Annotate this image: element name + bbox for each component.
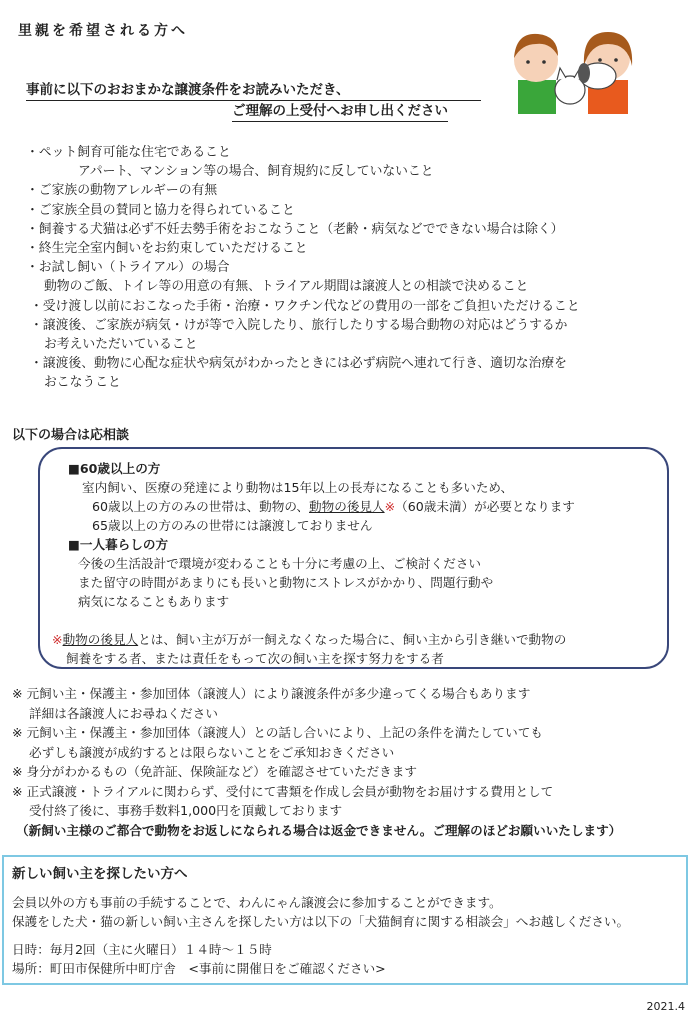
guardian-text: 飼養をする者、または責任をもって次の飼い主を探す努力をする者 [66, 651, 444, 666]
condition-item: ・譲渡後、動物に心配な症状や病気がわかったときには必ず病院へ連れて行き、適切な治療を [30, 356, 567, 372]
condition-item: ・受け渡し以前におこなった手術・治療・ワクチン代などの費用の一部をご負担いただけること [30, 298, 580, 314]
senior-text: 室内飼い、医療の発達により動物は15年以上の長寿になることも多いため、 [82, 480, 514, 495]
condition-item: ・ご家族の動物アレルギーの有無 [26, 183, 218, 199]
footnote-mark: ※ [52, 632, 63, 647]
new-owner-line: 保護をした犬・猫の新しい飼い主さんを探したい方は以下の「犬猫飼育に関する相談会」へお越しください。 [12, 913, 630, 929]
guardian-term: 動物の後見人 [62, 632, 139, 647]
single-heading: ■一人暮らしの方 [68, 537, 169, 552]
senior-text-part: （60歳未満）が必要となります [395, 499, 575, 514]
event-date: 日時：毎月2回（主に火曜日）１４時～１５時 [12, 942, 272, 957]
adoption-conditions-list [26, 143, 666, 393]
footnote-mark: ※ [384, 499, 396, 514]
page-title: 里親を希望される方へ [18, 23, 188, 39]
single-text: 病気になることもあります [78, 594, 230, 609]
guardian-link-text: 動物の後見人 [309, 499, 385, 514]
single-text: また留守の時間があまりにも長いと動物にストレスがかかり、問題行動や [78, 575, 494, 590]
note-item: ※ 元飼い主・保護主・参加団体（譲渡人）により譲渡条件が多少違ってくる場合もあります [12, 686, 531, 701]
condition-item: ・お試し飼い（トライアル）の場合 [26, 260, 230, 276]
condition-item: 動物のご飯、トイレ等の用意の有無、トライアル期間は譲渡人との相談で決めること [44, 279, 529, 295]
condition-item: ・譲渡後、ご家族が病気・けが等で入院したり、旅行したりする場合動物の対応はどうするか [30, 317, 568, 333]
document-date: 2021.4 [646, 1000, 685, 1013]
senior-text: 65歳以上の方のみの世帯には譲渡しておりません [92, 518, 373, 533]
consult-content [52, 459, 658, 668]
single-text: 今後の生活設計で環境が変わることも十分に考慮の上、ご検討ください [78, 556, 481, 571]
condition-item: おこなうこと [44, 375, 121, 391]
note-item: 必ずしも譲渡が成約するとは限らないことをご承知おきください [29, 744, 395, 760]
note-item: 受付終了後に、事務手数料1,000円を頂戴しております [29, 803, 343, 818]
note-item: ※ 身分がわかるもの（免許証、保険証など）を確認させていただきます [12, 764, 417, 779]
guardian-text: とは、飼い主が万が一飼えなくなった場合に、飼い主から引き継いで動物の [138, 632, 567, 647]
consult-heading: 以下の場合は応相談 [12, 428, 130, 443]
new-owner-heading: 新しい飼い主を探したい方へ [12, 866, 188, 882]
condition-item: ・ペット飼育可能な住宅であること [26, 145, 231, 160]
condition-item: ・飼養する犬猫は必ず不妊去勢手術をおこなうこと（老齢・病気などでできない場合は除く） [26, 221, 564, 237]
event-place: 場所：町田市保健所中町庁舎 <事前に開催日をご確認ください> [12, 960, 386, 976]
intro-line-2: ご理解の上受付へお申し出ください [232, 101, 448, 122]
note-item: ※ 元飼い主・保護主・参加団体（譲渡人）との話し合いにより、上記の条件を満たしていても [12, 725, 543, 740]
refund-note: （新飼い主様のご都合で動物をお返しになられる場合は返金できません。ご理解のほどお願いいたします） [16, 822, 622, 838]
notes-list [12, 684, 692, 840]
note-item: 詳細は各譲渡人にお尋ねください [29, 705, 218, 721]
senior-text [68, 497, 658, 516]
senior-text-part: 60歳以上の方のみの世帯は、動物の、 [92, 499, 310, 514]
new-owner-line: 会員以外の方も事前の手続することで、わんにゃん譲渡会に参加することができます。 [12, 895, 502, 910]
guardian-definition [52, 630, 658, 649]
note-item: ※ 正式譲渡・トライアルに関わらず、受付にて書類を作成し会員が動物をお届けする費用として [12, 783, 554, 799]
intro-line-1: 事前に以下のおおまかな譲渡条件をお読みいただき、 [26, 80, 481, 101]
children-with-pets-illustration [498, 18, 638, 116]
condition-item: アパート、マンション等の場合、飼育規約に反していないこと [78, 164, 434, 180]
intro-notice [26, 80, 481, 122]
condition-item: ・ご家族全員の賛同と協力を得られていること [26, 202, 295, 218]
new-owner-box [2, 855, 688, 985]
condition-item: お考えいただいていること [44, 337, 198, 353]
condition-item: ・終生完全室内飼いをお約束していただけること [26, 241, 308, 257]
new-owner-text [12, 894, 682, 978]
senior-heading: ■60歳以上の方 [68, 461, 161, 476]
